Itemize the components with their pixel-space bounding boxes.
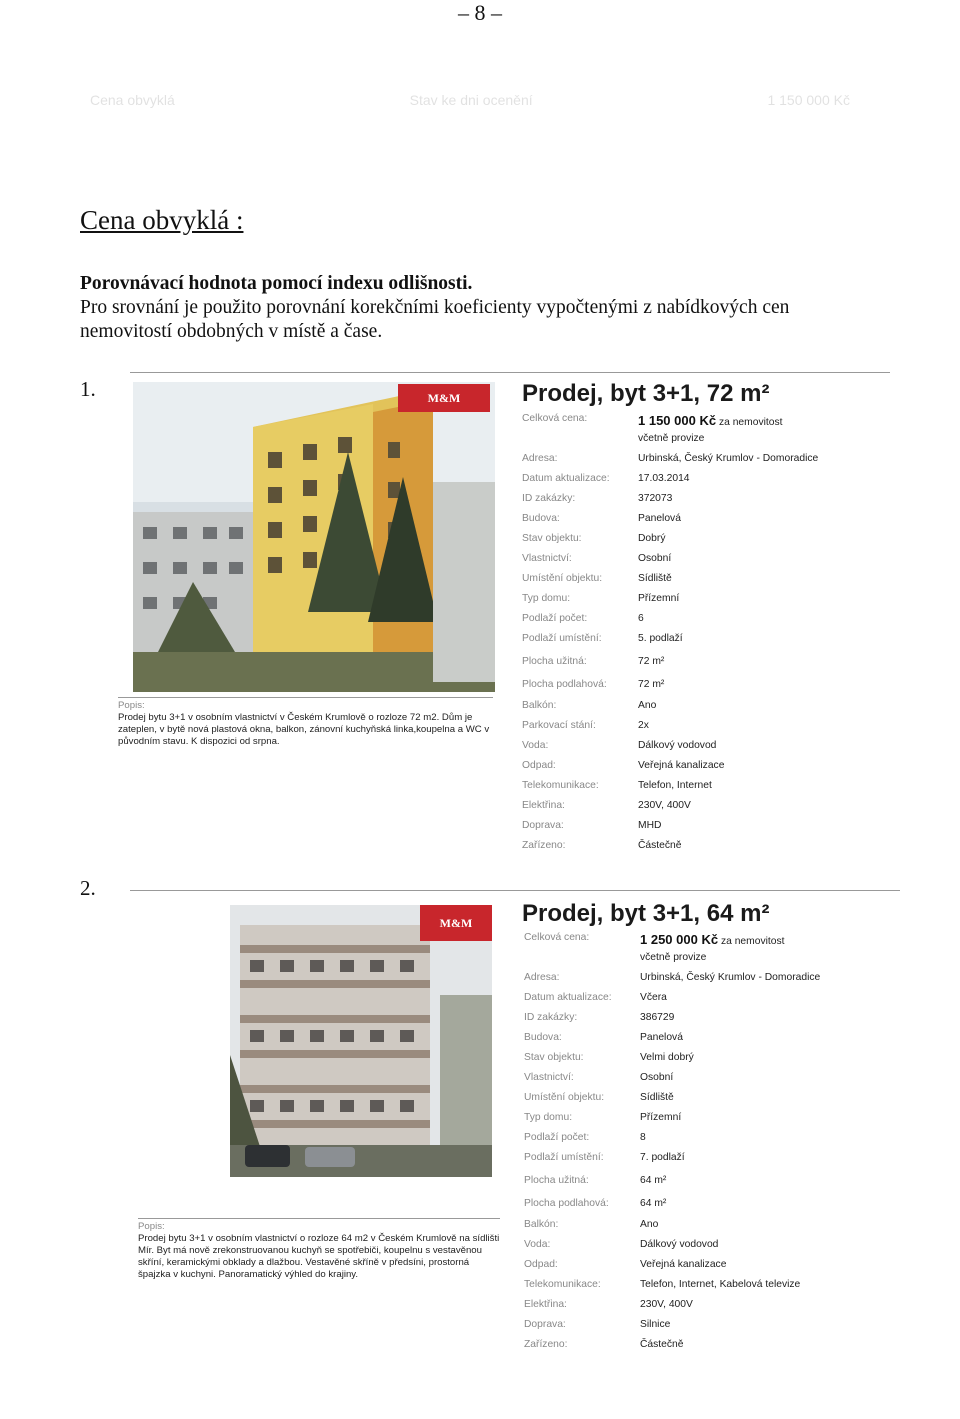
detail-value: Dálkový vodovod xyxy=(638,740,717,751)
detail-label: Podlaží umístění: xyxy=(522,633,602,644)
price-suffix: za nemovitost xyxy=(720,936,785,947)
listing-number: 2. xyxy=(80,876,96,900)
detail-value xyxy=(638,413,782,428)
detail-value: 5. podlaží xyxy=(638,633,683,644)
detail-label: Telekomunikace: xyxy=(524,1279,601,1290)
price-suffix: za nemovitost xyxy=(718,417,783,428)
detail-value: včetně provize xyxy=(638,433,705,444)
intro-paragraph xyxy=(80,272,840,344)
detail-label: Balkón: xyxy=(524,1219,559,1230)
detail-value: 72 m² xyxy=(638,656,665,667)
description-label: Popis: xyxy=(118,700,145,711)
detail-value: Panelová xyxy=(638,513,681,524)
detail-label: Zařízeno: xyxy=(522,840,566,851)
detail-value: Dálkový vodovod xyxy=(640,1239,719,1250)
detail-value: Osobní xyxy=(638,553,672,564)
faded-header xyxy=(90,92,850,114)
detail-label: Budova: xyxy=(524,1032,562,1043)
agency-logo: M&M xyxy=(398,384,490,412)
listing-title: Prodej, byt 3+1, 72 m² xyxy=(522,380,770,407)
detail-label: Adresa: xyxy=(522,453,558,464)
detail-value: Přízemní xyxy=(638,593,680,604)
detail-value: 7. podlaží xyxy=(640,1152,685,1163)
detail-value: Osobní xyxy=(640,1072,674,1083)
detail-value: Sídliště xyxy=(640,1092,674,1103)
detail-value: 64 m² xyxy=(640,1198,667,1209)
detail-value: včetně provize xyxy=(640,952,707,963)
detail-label: Plocha podlahová: xyxy=(522,679,607,690)
building-photo-2 xyxy=(230,905,492,1177)
detail-value: MHD xyxy=(638,820,662,831)
divider xyxy=(130,890,900,891)
detail-value: Ano xyxy=(640,1219,659,1230)
listing-description xyxy=(138,1218,500,1281)
detail-label: Podlaží počet: xyxy=(522,613,588,624)
detail-label: Voda: xyxy=(524,1239,551,1250)
faded-header-cell: Cena obvyklá xyxy=(90,92,175,108)
detail-value: Silnice xyxy=(640,1319,671,1330)
listing-photo xyxy=(133,382,495,692)
detail-label: ID zakázky: xyxy=(522,493,576,504)
listing-photo xyxy=(230,905,492,1177)
detail-label: Voda: xyxy=(522,740,549,751)
detail-value: 64 m² xyxy=(640,1175,667,1186)
detail-value: 372073 xyxy=(638,493,673,504)
detail-label: Datum aktualizace: xyxy=(522,473,610,484)
detail-value: Ano xyxy=(638,700,657,711)
detail-label: Plocha užitná: xyxy=(524,1175,589,1186)
detail-value: Částečně xyxy=(640,1339,684,1350)
intro-line-2: Pro srovnání je použito porovnání korekčními koeficienty vypočtenými z nabídkových cen nemovitostí obdobných v místě a čase. xyxy=(80,297,790,342)
detail-value xyxy=(640,932,784,947)
detail-value: 2x xyxy=(638,720,649,731)
detail-label: Typ domu: xyxy=(524,1112,573,1123)
detail-label: Umístění objektu: xyxy=(524,1092,605,1103)
description-text: Prodej bytu 3+1 v osobním vlastnictví v Českém Krumlově o rozloze 72 m2. Dům je zateplen, v bytě nová plastová okna, balkon, zánovní kuchyňská linka,koupelna a WC v původním stavu. K dispozici od srpna. xyxy=(118,712,490,747)
detail-label: Budova: xyxy=(522,513,560,524)
detail-label: Doprava: xyxy=(522,820,564,831)
detail-value: Veřejná kanalizace xyxy=(638,760,725,771)
detail-value: 230V, 400V xyxy=(640,1299,693,1310)
detail-label: Zařízeno: xyxy=(524,1339,568,1350)
detail-value: 6 xyxy=(638,613,644,624)
detail-label: Datum aktualizace: xyxy=(524,992,612,1003)
detail-label: Elektřina: xyxy=(522,800,565,811)
detail-value: Telefon, Internet, Kabelová televize xyxy=(640,1279,801,1290)
detail-label: Celková cena: xyxy=(522,413,588,424)
listing-title: Prodej, byt 3+1, 64 m² xyxy=(522,900,770,927)
price-value: 1 150 000 Kč xyxy=(638,413,717,428)
detail-value: Částečně xyxy=(638,840,682,851)
detail-label: Plocha užitná: xyxy=(522,656,587,667)
detail-value: Sídliště xyxy=(638,573,672,584)
detail-label: Umístění objektu: xyxy=(522,573,603,584)
detail-label: Podlaží umístění: xyxy=(524,1152,604,1163)
divider xyxy=(138,1218,500,1219)
detail-label: Vlastnictví: xyxy=(524,1072,574,1083)
description-text: Prodej bytu 3+1 v osobním vlastnictví o rozloze 64 m2 v Českém Krumlově na sídlišti Mír. Byt má nově zrekonstruovanou kuchyň se spotřebiči, koupelnu s vestavěnou skříní, keramickými obklady a dlažbou. Vestavěné skříně v předsíni, prostorná špajzka v kuchyni. Panoramatický výhled do krajiny. xyxy=(138,1233,500,1280)
detail-value: Přízemní xyxy=(640,1112,682,1123)
faded-header-cell: Stav ke dni ocenění xyxy=(409,92,533,108)
listing-number: 1. xyxy=(80,377,96,401)
detail-value: Dobrý xyxy=(638,533,666,544)
detail-label: Odpad: xyxy=(522,760,556,771)
detail-value: Panelová xyxy=(640,1032,683,1043)
detail-label: Balkón: xyxy=(522,700,557,711)
detail-label: Adresa: xyxy=(524,972,560,983)
detail-label: Vlastnictví: xyxy=(522,553,572,564)
intro-line-1: Porovnávací hodnota pomocí indexu odlišnosti. xyxy=(80,273,473,294)
detail-label: Podlaží počet: xyxy=(524,1132,590,1143)
detail-label: Stav objektu: xyxy=(524,1052,584,1063)
detail-value: 8 xyxy=(640,1132,646,1143)
detail-value: 386729 xyxy=(640,1012,675,1023)
detail-value: Velmi dobrý xyxy=(640,1052,694,1063)
price-value: 1 250 000 Kč xyxy=(640,932,719,947)
detail-value: 230V, 400V xyxy=(638,800,691,811)
detail-value: Urbinská, Český Krumlov - Domoradice xyxy=(640,972,821,983)
agency-logo: M&M xyxy=(420,905,492,941)
detail-label: Doprava: xyxy=(524,1319,566,1330)
detail-label: Plocha podlahová: xyxy=(524,1198,609,1209)
detail-value: Telefon, Internet xyxy=(638,780,712,791)
detail-value: 72 m² xyxy=(638,679,665,690)
detail-value: Veřejná kanalizace xyxy=(640,1259,727,1270)
detail-label: ID zakázky: xyxy=(524,1012,578,1023)
listing-description xyxy=(118,697,493,748)
faded-header-cell: 1 150 000 Kč xyxy=(767,92,850,108)
detail-value: Urbinská, Český Krumlov - Domoradice xyxy=(638,453,819,464)
detail-value: 17.03.2014 xyxy=(638,473,690,484)
section-heading: Cena obvyklá : xyxy=(80,205,244,235)
divider xyxy=(118,697,493,698)
detail-label: Telekomunikace: xyxy=(522,780,599,791)
page-number: – 8 – xyxy=(458,0,502,25)
detail-label: Typ domu: xyxy=(522,593,571,604)
description-label: Popis: xyxy=(138,1221,165,1232)
detail-label: Elektřina: xyxy=(524,1299,567,1310)
detail-label: Odpad: xyxy=(524,1259,558,1270)
detail-label: Stav objektu: xyxy=(522,533,582,544)
detail-label: Parkovací stání: xyxy=(522,720,596,731)
divider xyxy=(130,372,890,373)
detail-label: Celková cena: xyxy=(524,932,590,943)
building-photo-1 xyxy=(133,382,495,692)
detail-value: Včera xyxy=(640,992,667,1003)
